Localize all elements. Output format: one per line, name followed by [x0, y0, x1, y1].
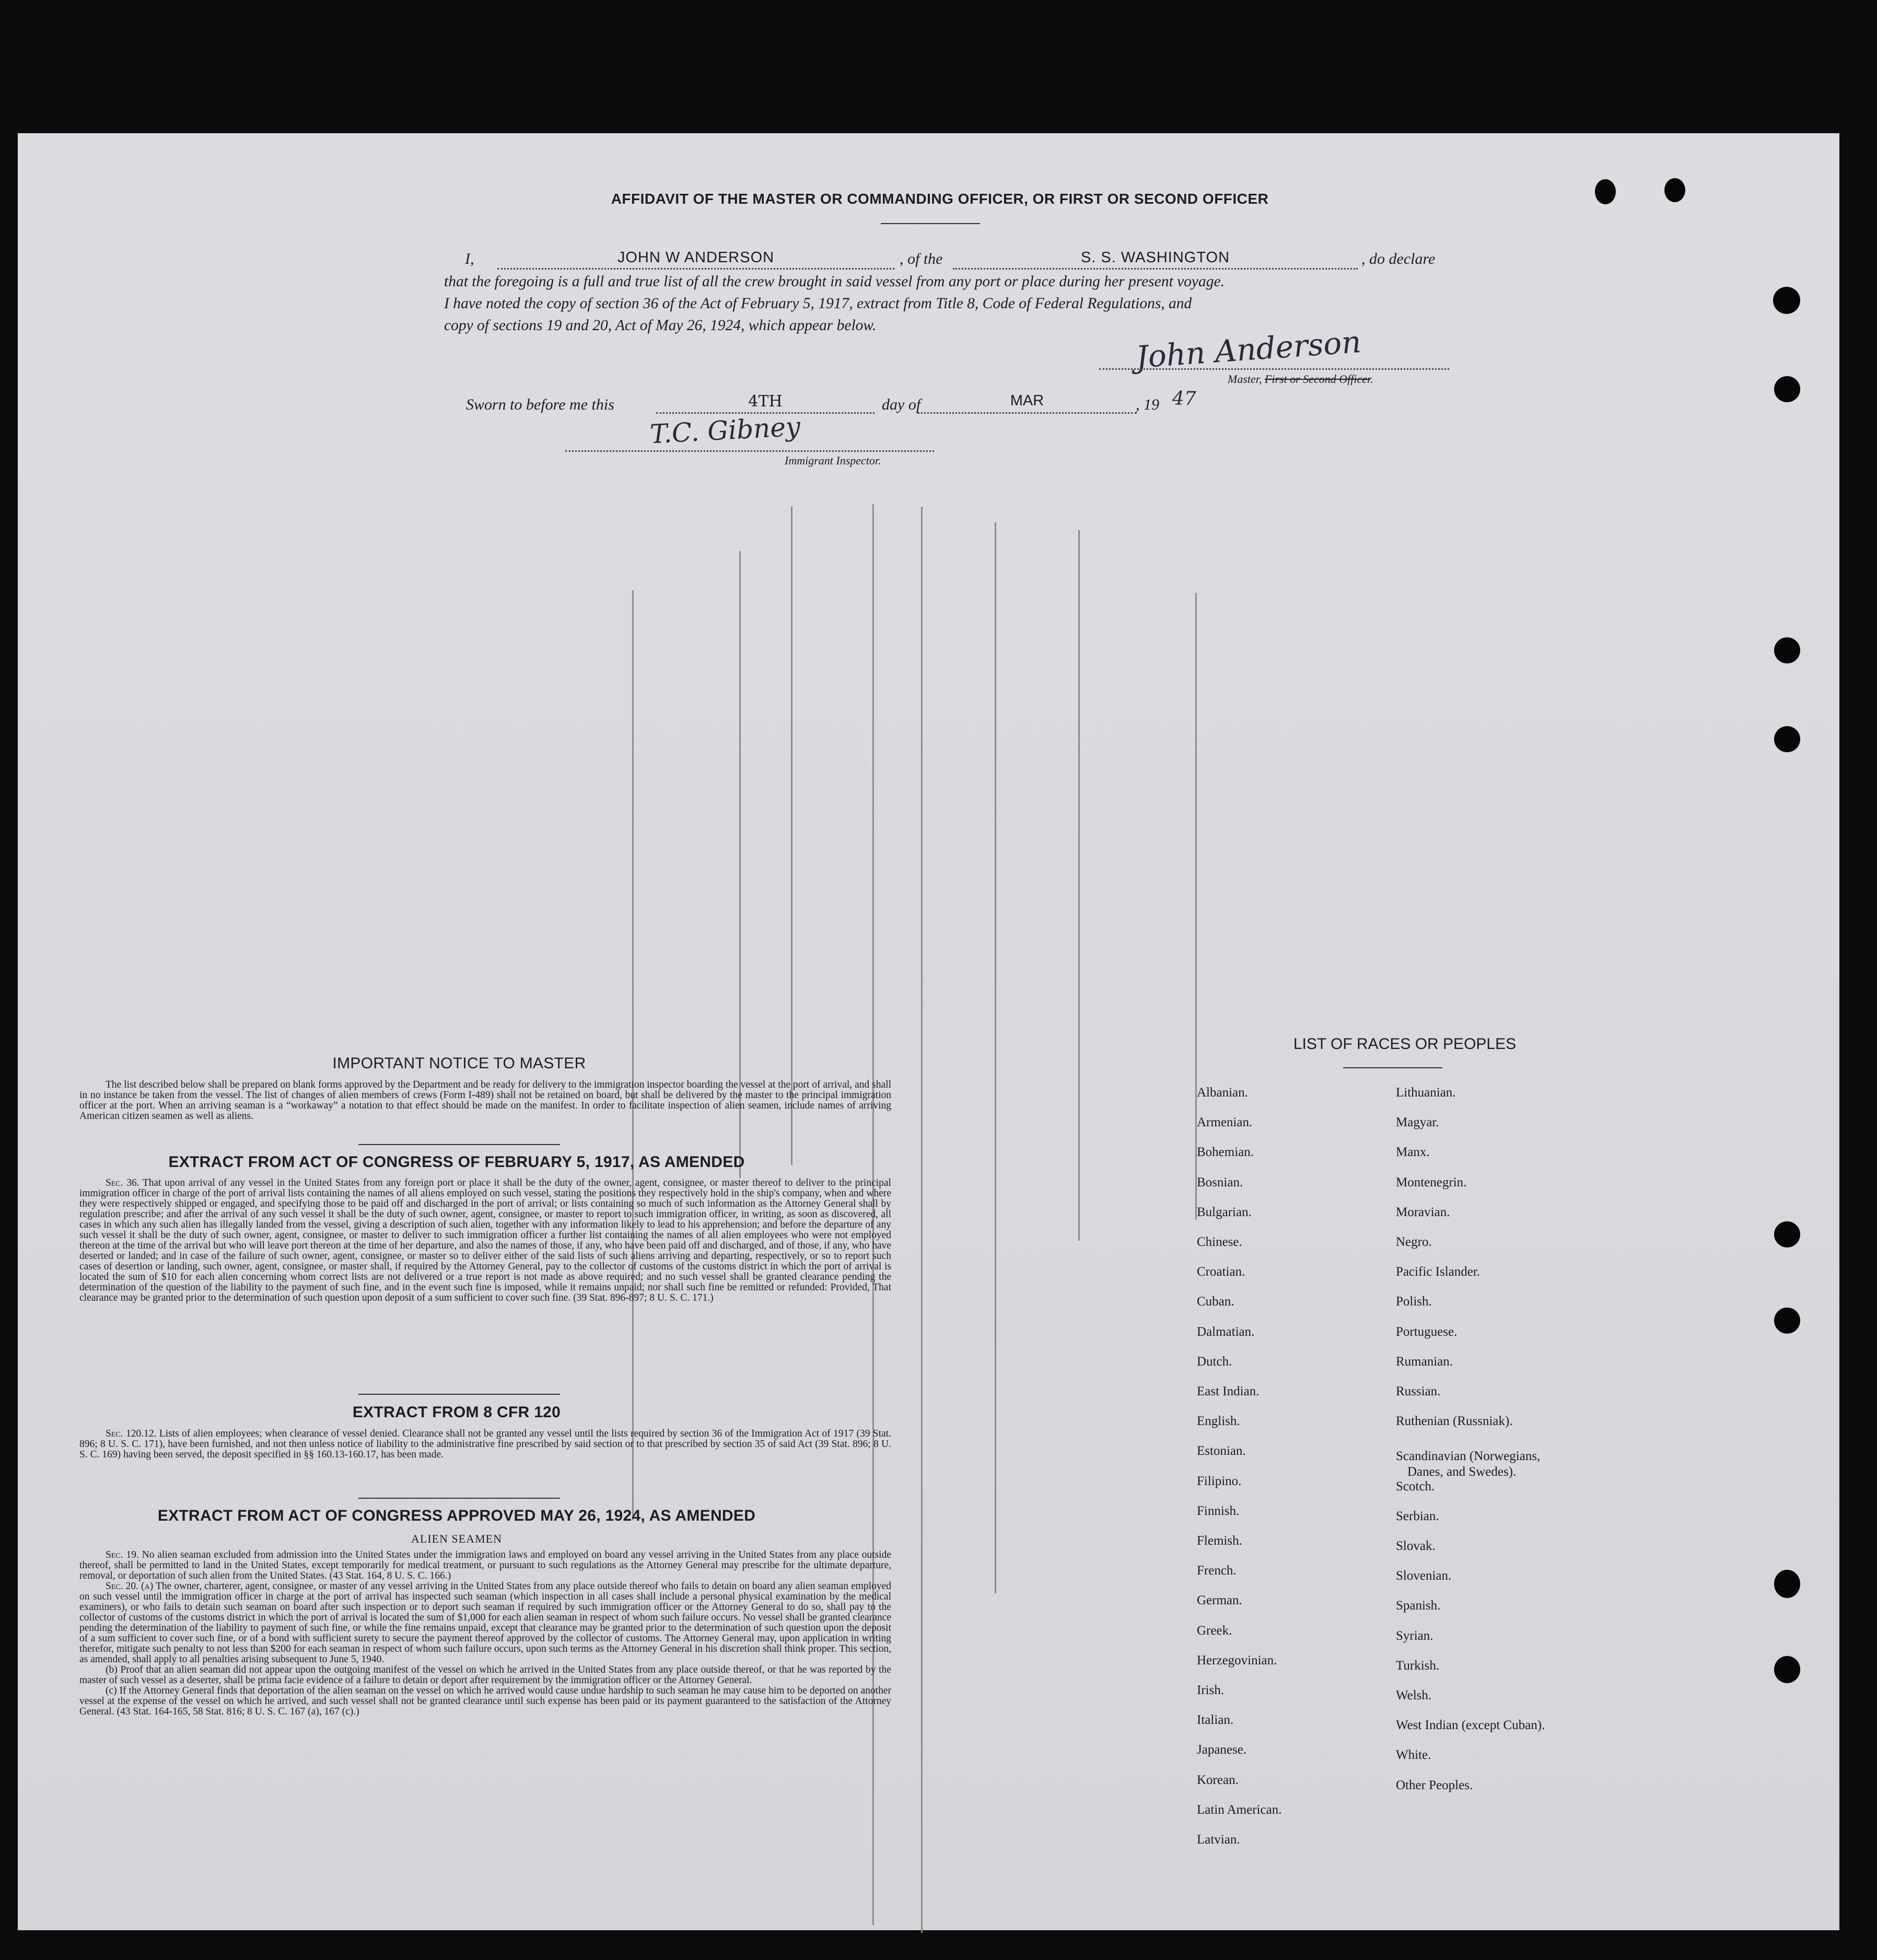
punch-hole — [1774, 376, 1800, 402]
extract-1917-heading: EXTRACT FROM ACT OF CONGRESS OF FEBRUARY 5, 1917, AS AMENDED — [168, 1153, 745, 1171]
punch-hole — [1774, 637, 1800, 663]
sec-120-label: Sec. 120.12. — [106, 1428, 157, 1439]
race-item: Syrian. — [1396, 1628, 1433, 1643]
race-item: West Indian (except Cuban). — [1396, 1718, 1545, 1733]
column-line — [995, 522, 996, 1593]
race-item: Rumanian. — [1396, 1354, 1453, 1369]
extract-1924-text — [79, 1550, 891, 1717]
sworn-day-value: 4TH — [748, 392, 783, 411]
race-item: Montenegrin. — [1396, 1175, 1467, 1189]
sec-20a-body: The owner, charterer, agent, consignee, or master of any vessel arriving in the United States from any place outside thereof who fails to detain on board any alien seaman employed on such vessel until the immigration officer in charge at the port of arrival has inspected such seaman (which inspection in all cases shall include a personal physical examination by the medical examiners), or who fails to detain such seaman on board after such inspection or to deport such seaman if required by such immigration officer or the Attorney General to do so, shall pay to the collector of customs of the customs district in which the port of arrival is located the sum of $1,000 for each alien seaman in respect of whom such failure occurs. No vessel shall be granted clearance pending the determination of the liability to payment of such fine, or while the fine remains unpaid, except that clearance may be granted prior to the determination of such question upon the deposit of a sum sufficient to cover such fine, or of a bond with sufficient surety to secure the payment thereof approved by the collector of customs. The Attorney General may, upon application in writing therefor, mitigate such penalty to not less than $200 for each seaman in respect of whom such failure occurs, upon such terms as the Attorney General in his discretion shall think proper. This section, as amended, shall apply to all penalties arising subsequent to June 5, 1940. — [79, 1581, 891, 1665]
punch-hole — [1774, 1308, 1800, 1334]
race-item: Estonian. — [1197, 1444, 1246, 1459]
sec-36-label: Sec. 36. — [106, 1177, 139, 1188]
race-item: Manx. — [1396, 1145, 1430, 1160]
race-item: Korean. — [1197, 1772, 1239, 1787]
race-item: Bulgarian. — [1197, 1205, 1252, 1219]
sec-36-body: That upon arrival of any vessel in the United States from any foreign port or place it shall be the duty of the owner, agent, consignee, or master thereof to deliver to the principal immigration officer in charge of the port of arrival lists containing the names of all aliens employed on such vessel, stating the positions they respectively hold in the ship's company, when and where they were respectively shipped or engaged, and specifying those to be paid off and discharged in the port of arrival; or lists containing so much of such information as the Attorney General shall by regulation prescribe; and after the arrival of any such vessel it shall be the duty of such owner, agent, consignee, or master to report to such immigration officer, in writing, as soon as discovered, all cases in which any such alien has illegally landed from the vessel, giving a description of such alien, together with any information likely to lead to his apprehension; and before the departure of any such vessel it shall be the duty of such owner, agent, consignee, or master to deliver to such immigration officer a further list containing the names of all alien employees who were not employed thereon at the time of the arrival but who will leave port thereon at the time of her departure, and also the names of those, if any, who have been paid off and discharged, and of those, if any, who have deserted or landed; and in case of the failure of such owner, agent, consignee, or master so to deliver either of the said lists of such aliens arriving and departing, respectively, or so to report such cases of desertion or landing, such owner, agent, consignee, or master shall, if required by the Attorney General, pay to the collector of customs of the customs district in which the port of arrival is located the sum of $10 for each alien concerning whom correct lists are not delivered or a true report is not made as above required; and no such vessel shall be granted clearance pending the determination of the question of the liability to the payment of such fine, and in the event such fine is imposed, while it remains unpaid; nor shall such fine be remitted or refunded: Provided, That clearance may be granted prior to the determination of such question upon deposit of a sum sufficient to cover such fine. (39 Stat. 896-897; 8 U. S. C. 171.) — [79, 1177, 891, 1303]
punch-hole — [1774, 726, 1800, 752]
sworn-month-field — [917, 392, 1137, 414]
extract-1924-heading: EXTRACT FROM ACT OF CONGRESS APPROVED MAY 26, 1924, AS AMENDED — [157, 1507, 756, 1524]
sec-20b-paragraph: (b) Proof that an alien seaman did not appear upon the outgoing manifest of the vessel on which he arrived in the United States from any place outside thereof, or that he was reported by the master of such vessel as a deserter, shall be prima facie evidence of a failure to detain or deport after requirement by the immigration officer or the Attorney General. — [79, 1664, 891, 1686]
race-item: Slovenian. — [1396, 1569, 1452, 1583]
race-item: White. — [1396, 1748, 1431, 1763]
race-item: Armenian. — [1197, 1115, 1253, 1130]
caption-struck: First or Second Officer — [1264, 372, 1371, 386]
caption-end: . — [1370, 372, 1373, 386]
race-item: Filipino. — [1197, 1474, 1242, 1488]
i-label: I, — [465, 250, 474, 267]
sec-19-body: No alien seaman excluded from admission into the United States under the immigration laws and employed on board any vessel arriving in the United States from any place outside thereof, shall be permitted to land in the United States, except temporarily for medical treatment, or pursuant to such regulations as the Attorney General may prescribe for the ultimate departure, removal, or deportation of such alien from the United States. (43 Stat. 164, 8 U. S. C. 166.) — [79, 1549, 891, 1581]
race-item: Ruthenian (Russniak). — [1396, 1414, 1513, 1429]
race-item: Japanese. — [1197, 1743, 1247, 1757]
punch-hole — [1774, 1221, 1800, 1247]
sworn-label: Sworn to before me this — [466, 396, 614, 413]
vessel-name-field — [953, 249, 1358, 270]
section-rule — [358, 1498, 560, 1499]
race-item: Slovak. — [1396, 1539, 1436, 1553]
affidavit-line-3: I have noted the copy of section 36 of the Act of February 5, 1917, extract from Title 8, Code of Federal Regulations, and — [444, 295, 1192, 312]
extract-cfr-paragraph — [79, 1429, 891, 1460]
race-item: Albanian. — [1197, 1086, 1248, 1100]
notice-paragraph: The list described below shall be prepared on blank forms approved by the Department and be ready for delivery to the immigration inspector boarding the vessel at the port of arrival, and shall in no instance be taken from the vessel. The list of changes of alien members of crews (Form I-489) shall not be retained on board, but shall be delivered by the master to the principal immigration officer at the port. When an arriving seaman is a “workaway” a notation to that effect should be made on the manifest. In order to facilitate inspection of alien seamen, include names of arriving American citizen seamen as well as aliens. — [79, 1079, 891, 1122]
sec-20a-paragraph — [79, 1581, 891, 1665]
race-item: Cuban. — [1197, 1294, 1234, 1309]
affidavit-line-2: that the foregoing is a full and true list of all the crew brought in said vessel from any port or place during her present voyage. — [444, 273, 1225, 290]
race-item: Dalmatian. — [1197, 1324, 1255, 1339]
race-item: Latin American. — [1197, 1802, 1282, 1817]
column-line — [921, 507, 923, 1933]
races-rule — [1343, 1067, 1442, 1068]
master-signature: John Anderson — [1135, 324, 1362, 375]
sec-120-body: Lists of alien employees; when clearance of vessel denied. Clearance shall not be granted any vessel until the lists required by section 36 of the Immigration Act of 1917 (39 Stat. 896; 8 U. S. C. 171), have been furnished, and not then unless notice of liability to the administrative fine prescribed by said section or to that prescribed by section 35 of said Act (39 Stat. 896; 8 U. S. C. 169) having been served, the deposit specified in §§ 160.13-160.17, has been made. — [79, 1428, 891, 1460]
race-item: Italian. — [1197, 1713, 1234, 1728]
extract-cfr-heading: EXTRACT FROM 8 CFR 120 — [352, 1404, 561, 1421]
caption-master: Master, — [1228, 372, 1262, 386]
vessel-name-value: S. S. WASHINGTON — [1080, 249, 1230, 266]
race-item: Polish. — [1396, 1294, 1432, 1309]
race-item: Herzegovinian. — [1197, 1653, 1277, 1667]
punch-hole — [1595, 179, 1616, 204]
race-item: Irish. — [1197, 1683, 1225, 1697]
race-item: Pacific Islander. — [1396, 1265, 1480, 1279]
race-item: Negro. — [1396, 1235, 1432, 1249]
race-item: Scotch. — [1396, 1479, 1435, 1494]
race-item: Dutch. — [1197, 1354, 1232, 1369]
race-item: Bohemian. — [1197, 1145, 1254, 1160]
race-item: East Indian. — [1197, 1384, 1260, 1398]
inspector-line — [565, 449, 934, 452]
punch-hole — [1774, 1570, 1800, 1598]
day-of-label: day of — [882, 396, 921, 413]
master-name-field — [497, 249, 894, 270]
inspector-signature: T.C. Gibney — [649, 411, 801, 450]
race-item: Welsh. — [1396, 1688, 1432, 1702]
race-item: English. — [1197, 1414, 1240, 1429]
race-item: Finnish. — [1197, 1503, 1240, 1518]
races-heading: LIST OF RACES OR PEOPLES — [1293, 1035, 1517, 1053]
section-rule — [358, 1394, 560, 1395]
notice-heading: IMPORTANT NOTICE TO MASTER — [332, 1055, 586, 1072]
punch-hole — [1773, 287, 1800, 314]
master-name-value: JOHN W ANDERSON — [617, 249, 775, 266]
race-item: Moravian. — [1396, 1205, 1450, 1219]
signature-caption — [1228, 372, 1373, 386]
do-declare-label: , do declare — [1361, 250, 1436, 267]
race-item: Danes, and Swedes). — [1407, 1465, 1517, 1479]
race-item: Scandinavian (Norwegians, — [1396, 1449, 1541, 1464]
column-line — [1078, 530, 1080, 1241]
punch-hole — [1774, 1656, 1800, 1683]
of-the-label: , of the — [900, 250, 943, 267]
extract-1917-text — [79, 1178, 891, 1303]
race-item: Serbian. — [1396, 1509, 1439, 1523]
signature-line — [1099, 367, 1449, 370]
inspector-caption: Immigrant Inspector. — [785, 454, 881, 467]
extract-cfr-text — [79, 1429, 891, 1460]
race-item: Russian. — [1396, 1384, 1441, 1398]
sec-19-label: Sec. 19. — [106, 1549, 139, 1560]
race-item: Spanish. — [1396, 1599, 1441, 1613]
punch-hole — [1664, 178, 1685, 202]
year-prefix: , 19 — [1136, 396, 1159, 413]
notice-text — [79, 1080, 891, 1122]
heading-rule — [881, 223, 980, 224]
race-item: Greek. — [1197, 1623, 1232, 1638]
race-item: French. — [1197, 1564, 1237, 1578]
sworn-month-value: MAR — [1010, 392, 1044, 409]
sworn-day-field — [656, 392, 875, 414]
race-item: Turkish. — [1396, 1658, 1440, 1673]
affidavit-heading: AFFIDAVIT OF THE MASTER OR COMMANDING OFFICER, OR FIRST OR SECOND OFFICER — [611, 191, 1269, 207]
year-suffix: 47 — [1172, 388, 1196, 410]
race-item: Magyar. — [1396, 1115, 1439, 1130]
form-sheet — [18, 133, 1839, 1930]
race-item: German. — [1197, 1593, 1242, 1608]
affidavit-line-4: copy of sections 19 and 20, Act of May 26, 1924, which appear below. — [444, 317, 877, 334]
sec-19-paragraph — [79, 1550, 891, 1581]
sec-20c-paragraph: (c) If the Attorney General finds that deportation of the alien seaman on the vessel on which he arrived would cause undue hardship to such seaman he may cause him to be deported on another vessel at the expense of the vessel on which he arrived, and such vessel shall not be granted clearance until such expense has been paid or its payment guaranteed to the satisfaction of the Attorney General. (43 Stat. 164-165, 58 Stat. 816; 8 U. S. C. 167 (a), 167 (c).) — [79, 1685, 891, 1717]
race-item: Bosnian. — [1197, 1175, 1243, 1189]
extract-1917-paragraph — [79, 1178, 891, 1303]
race-item: Lithuanian. — [1396, 1086, 1456, 1100]
race-item: Croatian. — [1197, 1265, 1245, 1279]
race-item: Flemish. — [1197, 1534, 1242, 1548]
alien-seamen-subheading: ALIEN SEAMEN — [411, 1532, 502, 1545]
section-rule — [358, 1144, 560, 1145]
race-item: Other Peoples. — [1396, 1778, 1473, 1792]
race-item: Chinese. — [1197, 1235, 1242, 1249]
sec-20-label: Sec. 20. (a) — [106, 1581, 154, 1592]
race-item: Latvian. — [1197, 1833, 1240, 1847]
race-item: Portuguese. — [1396, 1324, 1458, 1339]
